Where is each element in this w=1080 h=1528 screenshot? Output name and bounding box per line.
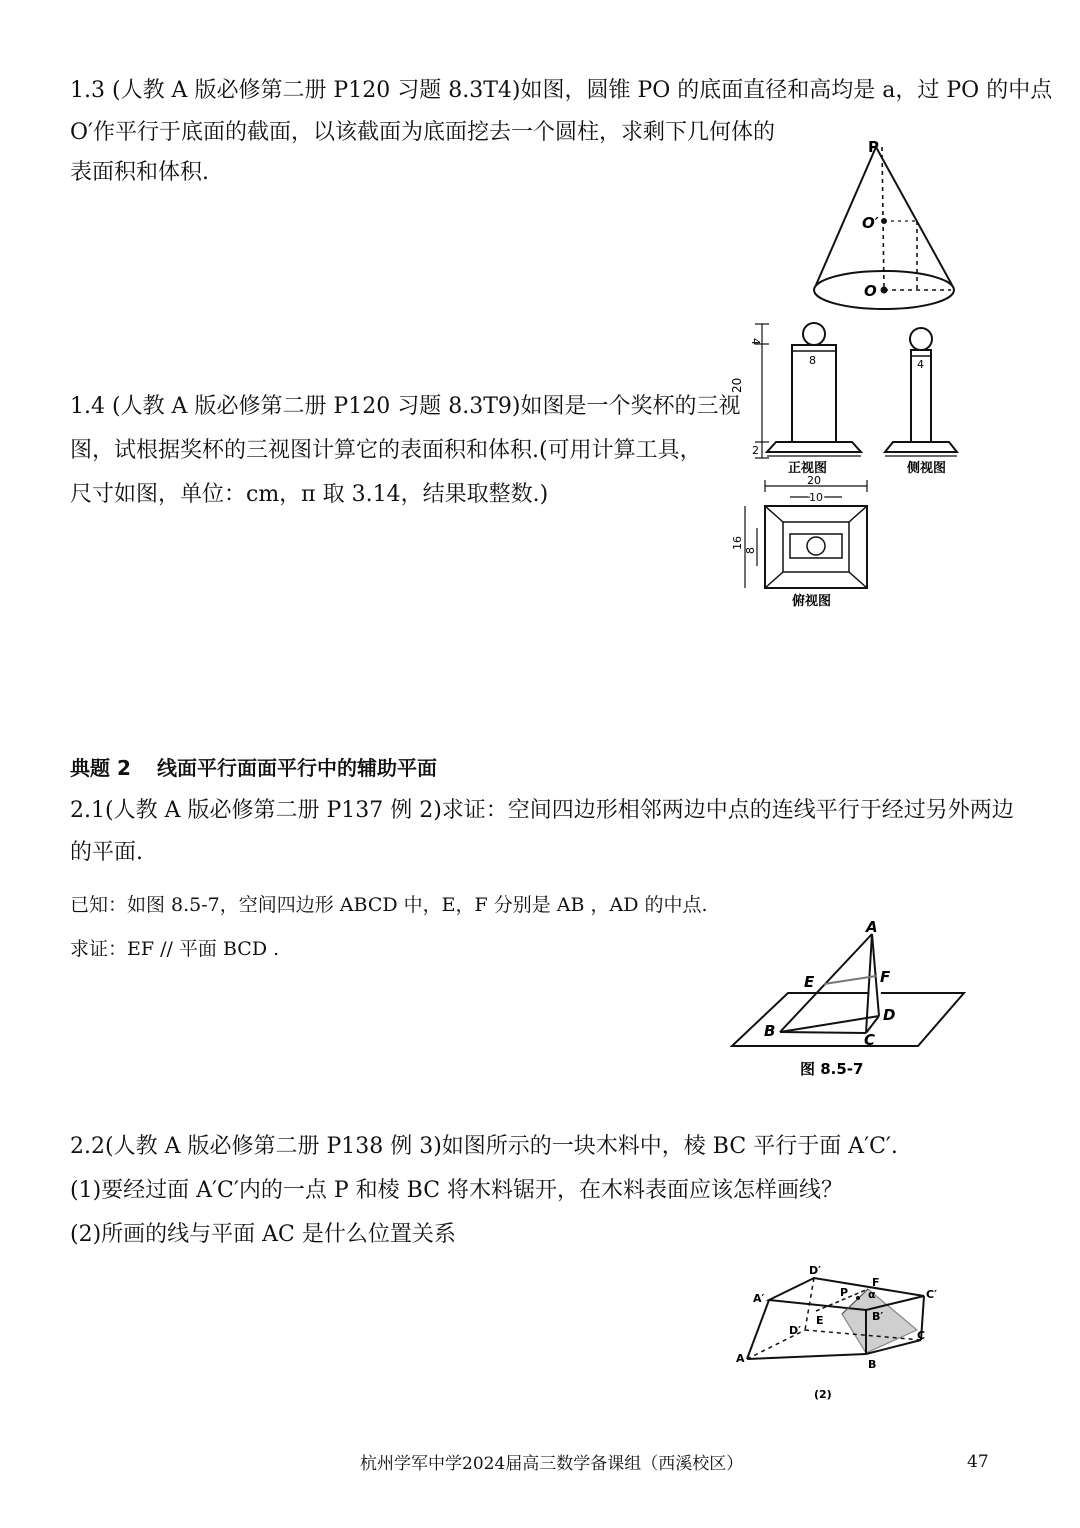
problem-2-2-line-1: 2.2(人教 A 版必修第二册 P138 例 3)如图所示的一块木料中，棱 BC 平行于面 A′C′. (70, 1134, 898, 1159)
label-b: B (868, 1358, 877, 1371)
label-c: C (864, 1031, 876, 1049)
problem-2-1-given: 已知：如图 8.5-7，空间四边形 ABCD 中，E，F 分别是 AB ，AD 的中点. (70, 894, 708, 916)
dim-4: 4 (749, 338, 762, 345)
dim-top-10: 10 (809, 491, 823, 504)
label-b-prime: B′ (872, 1310, 884, 1323)
figure-caption-2: (2) (814, 1388, 832, 1401)
label-f: F (872, 1276, 880, 1289)
tetrahedron-plane-figure (728, 912, 970, 1082)
problem-1-4-line-1: 1.4 (人教 A 版必修第二册 P120 习题 8.3T9)如图是一个奖杯的三视 (70, 394, 741, 419)
label-c-prime: C′ (926, 1288, 937, 1301)
figure-caption-8-5-7: 图 8.5-7 (800, 1060, 864, 1078)
problem-2-2-line-2: (1)要经过面 A′C′内的一点 P 和棱 BC 将木料锯开，在木料表面应该怎样画线？ (70, 1178, 844, 1203)
problem-1-3-line-2: O′作平行于底面的截面，以该截面为底面挖去一个圆柱，求剩下几何体的 (70, 120, 776, 145)
dim-top-8: 8 (744, 547, 757, 554)
label-f: F (880, 968, 891, 986)
label-c: C (917, 1329, 926, 1342)
label-o-prime: O′ (862, 214, 879, 232)
problem-2-2-line-3: (2)所画的线与平面 AC 是什么位置关系 (70, 1222, 456, 1247)
footer-school: 杭州学军中学2024届高三数学备课组（西溪校区） (360, 1454, 744, 1474)
label-d-prime: D′ (789, 1324, 802, 1337)
label-p: P (868, 138, 879, 156)
dim-top-20: 20 (807, 474, 821, 487)
problem-2-1-prove: 求证：EF // 平面 BCD . (70, 938, 280, 960)
label-p: P (840, 1286, 849, 1299)
label-e: E (816, 1314, 824, 1327)
label-d: D (883, 1006, 896, 1024)
dim-side-4: 4 (917, 358, 924, 371)
label-a: A (736, 1352, 745, 1365)
label-b: B (764, 1022, 776, 1040)
label-d-prime-top: D′ (809, 1264, 822, 1277)
footer-page-number: 47 (967, 1452, 989, 1472)
label-a-prime: A′ (753, 1292, 765, 1305)
wood-block-prism-figure (732, 1258, 947, 1408)
trophy-three-views-figure (730, 318, 970, 618)
problem-1-4-line-2: 图，试根据奖杯的三视图计算它的表面积和体积.(可用计算工具， (70, 438, 702, 463)
problem-2-1-line-1: 2.1(人教 A 版必修第二册 P137 例 2)求证：空间四边形相邻两边中点的连线平行于经过另外两边 (70, 798, 1014, 823)
label-e: E (804, 973, 815, 991)
problem-1-3-line-1: 1.3 (人教 A 版必修第二册 P120 习题 8.3T4)如图，圆锥 PO 的底面直径和高均是 a，过 PO 的中点 (70, 78, 1053, 103)
dim-8: 8 (809, 354, 816, 367)
top-view-label: 俯视图 (792, 594, 832, 609)
side-view-label: 侧视图 (907, 461, 947, 476)
problem-1-3-line-3: 表面积和体积. (70, 160, 209, 185)
problem-1-4-line-3: 尺寸如图，单位：cm，π 取 3.14，结果取整数.) (70, 482, 549, 507)
dim-20: 20 (730, 377, 744, 393)
cone-with-cylinder-figure (800, 135, 970, 313)
dim-2: 2 (752, 444, 759, 457)
problem-2-1-line-2: 的平面. (70, 840, 143, 865)
label-a: A (866, 918, 878, 936)
section-heading-text: 线面平行面面平行中的辅助平面 (157, 756, 437, 780)
label-o: O (864, 282, 877, 300)
front-view-label: 正视图 (788, 461, 828, 476)
section-heading-number: 典题 2 (70, 756, 131, 780)
label-alpha: α (868, 1288, 876, 1301)
dim-top-16: 16 (731, 536, 744, 550)
